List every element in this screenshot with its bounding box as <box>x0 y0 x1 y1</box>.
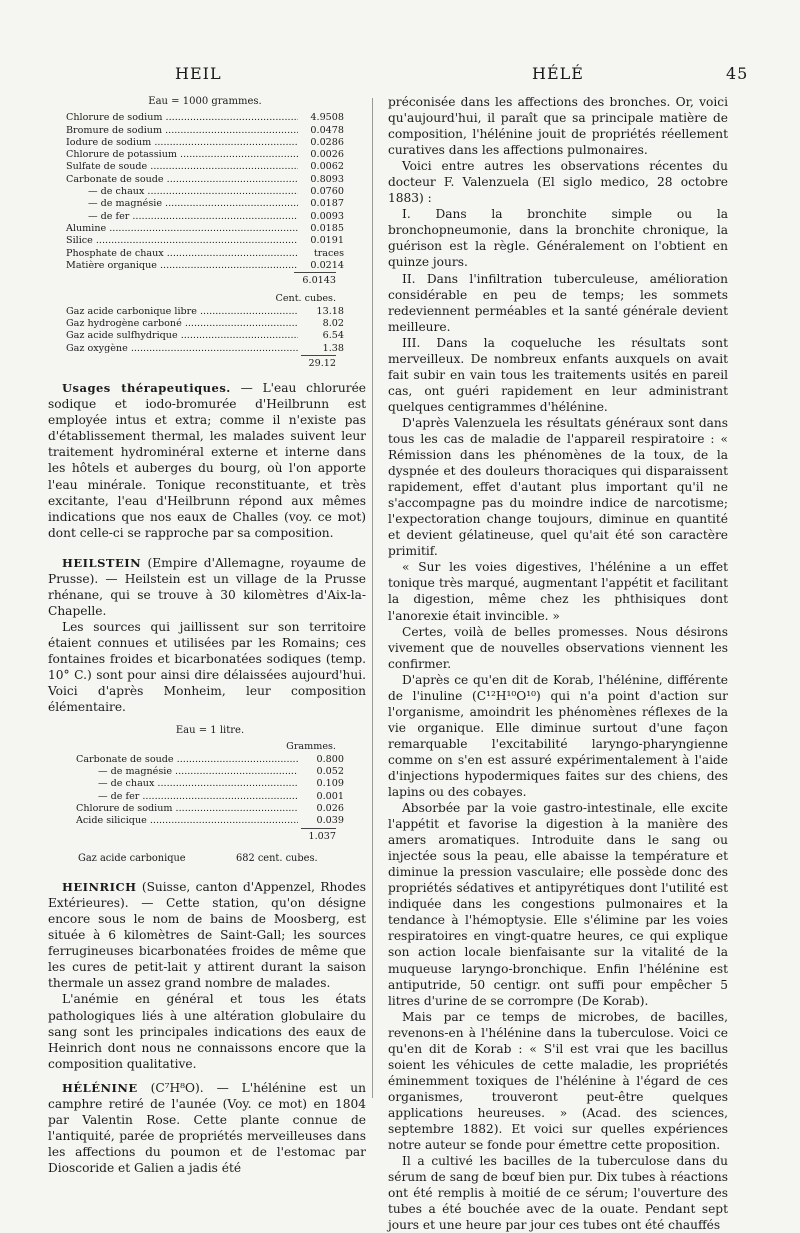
row-label: Carbonate de soude ..... <box>66 174 298 186</box>
table-row <box>66 161 344 173</box>
heinrich-paragraph: HEINRICH (Suisse, canton d'Appenzel, Rhodes Extérieures). — Cette station, qu'on désigne encore sous le nom de bains de Moosberg, est située à 6 kilomètres de Saint-Gall; les sources ferrugineuses bicarbonatées froides de même que les cures de petit-lait y attirent durant la saison thermale un assez grand nombre de malades. <box>48 880 366 991</box>
table-row <box>66 235 344 247</box>
row-value: 6.54 <box>322 330 344 342</box>
gas-unit-header: Cent. cubes. <box>275 293 336 305</box>
heinrich-indications-paragraph: L'anémie en général et tous les états pathologiques liés à une altération globulaire du sang sont les principales indications des eaux de Heinrich dont nous ne connaissons encore que la composition qualitative. <box>48 992 366 1071</box>
right-paragraph: « Sur les voies digestives, l'hélénine a un effet tonique très marqué, augmentant l'appétit et facilitant la digestion, même chez les phthisiques dont l'anorexie était invincible. » <box>388 560 728 623</box>
helenine-paragraph: HÉLÉNINE (C⁷H⁸O). — L'hélénine est un camphre retiré de l'aunée (Voy. ce mot) en 1804 par Valentin Rose. Cette plante connue de l'antiquité, parée de propriétés merveilleuses dans les affections du poumon et de l'estomac par Dioscoride et Galien a jadis été <box>48 1080 366 1175</box>
table-caption: Eau = 1000 grammes. <box>148 96 262 107</box>
row-label: Acide silicique ..... <box>76 815 298 827</box>
table-row <box>66 174 344 186</box>
table-caption: Eau = 1 litre. <box>175 725 245 737</box>
row-label: Gaz acide carbonique libre ..... <box>66 306 298 318</box>
right-paragraph: III. Dans la coqueluche les résultats sont merveilleux. De nombreux enfants auxquels on avait fait subir en vain tous les traitements usités en pareil cas, ont guéri rapidement en leur administrant quelques centigrammes d'hélénine. <box>388 335 728 414</box>
row-label: Gaz acide sulfhydrique ..... <box>66 330 298 342</box>
heilstein-gas-note: Gaz acide carbonique 682 cent. cubes. <box>78 852 318 864</box>
right-paragraph: Mais par ce temps de microbes, de bacilles, revenons-en à l'hélénine dans la tuberculose. Voici ce qu'en dit de Korab : « S'il est vrai que les bacillus soient les véhicules de cette maladie, les propriétés éminemment toxiques de l'hélénine à l'égard de ces organismes, trouveront peut-être quelques applications heureuses. » (Acad. des sciences, septembre 1882). Et voici sur quelles expériences notre auteur se fonde pour émettre cette proposition. <box>388 1009 728 1153</box>
row-value: 0.0187 <box>310 198 344 210</box>
table-row <box>76 803 344 815</box>
row-label: Phosphate de chaux ..... <box>66 248 298 260</box>
row-value: 1.38 <box>322 342 344 354</box>
table-row <box>76 778 344 790</box>
row-label: Iodure de sodium ..... <box>66 137 298 149</box>
row-label: — de magnésie ..... <box>66 198 298 210</box>
row-value: 0.0185 <box>310 222 344 234</box>
table-row <box>66 260 344 272</box>
right-paragraph: Absorbée par la voie gastro-intestinale, elle excite l'appétit et favorise la digestion à la manière des amers aromatiques. Introduite dans le sang ou injectée sous la peau, elle abaisse la température et diminue la pression vasculaire; elle possède donc des propriétés sédatives et antipyrétiques dont l'utilité est indiquée dans les congestions pulmonaires et la tendance à l'hémoptysie. Elle s'élimine par les voies respiratoires en vingt-quatre heures, ce qui explique son action locale bienfaisante sur la vitalité de la muqueuse laryngo-bronchique. Enfin l'hélénine est antiputride, 50 centigr. ont suffi pour empêcher 5 litres d'urine de se corrompre (De Korab). <box>388 801 728 1008</box>
running-head-left: HEIL <box>175 64 222 83</box>
row-value: 0.039 <box>316 815 344 827</box>
table-row <box>66 198 344 210</box>
row-value: 0.800 <box>316 753 344 765</box>
row-label: — de fer ..... <box>66 211 298 223</box>
table-row <box>66 211 344 223</box>
running-head-middle: HÉLÉ <box>532 64 584 83</box>
row-label: Silice ..... <box>66 235 298 247</box>
table-row <box>76 815 344 827</box>
row-label: Chlorure de sodium ..... <box>66 112 298 124</box>
table-row <box>66 330 344 342</box>
right-paragraph: II. Dans l'infiltration tuberculeuse, amélioration considérable en peu de temps; les sommets redeviennent perméables et la santé générale devient meilleure. <box>388 271 728 334</box>
table-row <box>66 343 344 355</box>
gas-total: 29.12 <box>66 355 344 372</box>
row-value: 0.8093 <box>310 173 344 185</box>
row-value: 13.18 <box>316 305 344 317</box>
usages-heading: Usages thérapeutiques. <box>62 381 231 396</box>
table-row <box>66 112 344 124</box>
table-row <box>76 766 344 778</box>
heinrich-headword: HEINRICH <box>62 880 137 895</box>
usages-paragraph: Usages thérapeutiques. — L'eau chlorurée sodique et iodo-bromurée d'Heilbrunn est employée intus et extra; comme il n'existe pas d'établissement thermal, les malades suivent leur traitement hydrominéral externe et interne dans les hôtels et auberges du bourg, où l'on apporte l'eau minérale. Tonique reconstituante, et très excitante, l'eau d'Heilbrunn répond aux mêmes indications que nos eaux de Challes (voy. ce mot) dont celle-ci se rapproche par sa composition. <box>48 381 366 540</box>
right-paragraph: I. Dans la bronchite simple ou la bronchopneumonie, dans la bronchite chronique, la guérison est la règle. Généralement on l'obtient en quinze jours. <box>388 207 728 270</box>
helenine-headword: HÉLÉNINE <box>62 1080 138 1095</box>
right-paragraph: Voici entre autres les observations récentes du docteur F. Valenzuela (El siglo medico, 28 octobre 1883) : <box>388 159 728 206</box>
table-row <box>66 137 344 149</box>
row-value: 0.0191 <box>310 235 344 247</box>
table-row <box>66 318 344 330</box>
row-value: 0.0478 <box>310 124 344 136</box>
row-value: traces <box>313 247 344 259</box>
row-value: 0.0093 <box>310 210 344 222</box>
heilbrunn-composition-table <box>48 96 366 372</box>
row-label: — de chaux ..... <box>66 186 298 198</box>
table-row <box>66 223 344 235</box>
table-row <box>76 791 344 803</box>
right-paragraph: D'après ce qu'en dit de Korab, l'hélénine, différente de l'inuline (C¹²H¹⁰O¹⁰) qui n'a point d'action sur l'organisme, amoindrit les phénomènes réflexes de la vie organique. Elle diminue surtout d'une façon remarquable l'excitabilité laryngo-pharyngienne comme on s'en est assuré expérimentalement à l'aide d'injections hypodermiques faites sur des chiens, des lapins ou des cobayes. <box>388 672 728 800</box>
right-paragraph: préconisée dans les affections des bronches. Or, voici qu'aujourd'hui, il paraît que sa principale matière de composition, l'hélénine jouit de propriétés réellement curatives dans les affections pulmonaires. <box>388 95 728 158</box>
page-number: 45 <box>726 64 749 83</box>
table-row <box>66 248 344 260</box>
row-label: Carbonate de soude ..... <box>76 754 298 766</box>
row-label: Chlorure de sodium ..... <box>76 803 298 815</box>
row-label: — de fer ..... <box>76 791 298 803</box>
heilstein-composition-table <box>48 725 366 845</box>
table-row <box>76 754 344 766</box>
row-label: Matière organique ..... <box>66 260 298 272</box>
row-value: 4.9508 <box>310 112 344 124</box>
heilstein-sources-paragraph: Les sources qui jaillissent sur son territoire étaient connues et utilisées par les Romains; ces fontaines froides et bicarbonatées sodiques (temp. 10° C.) sont pour ainsi dire délaissées aujourd'hui. Voici d'après Monheim, leur composition élémentaire. <box>48 619 366 715</box>
table-row <box>66 125 344 137</box>
row-value: 0.109 <box>316 778 344 790</box>
row-value: 0.0286 <box>310 136 344 148</box>
row-value: 0.0214 <box>310 259 344 271</box>
row-value: 0.0062 <box>310 161 344 173</box>
row-label: Gaz hydrogène carboné ..... <box>66 318 298 330</box>
left-column <box>48 94 366 1176</box>
row-label: Chlorure de potassium ..... <box>66 149 298 161</box>
row-value: 0.0026 <box>310 149 344 161</box>
row-value: 0.026 <box>316 802 344 814</box>
table-row <box>66 186 344 198</box>
row-value: 0.0760 <box>310 186 344 198</box>
table-row <box>66 149 344 161</box>
unit-header: Grammes. <box>286 741 336 753</box>
right-paragraph: Il a cultivé les bacilles de la tuberculose dans du sérum de sang de bœuf bien pur. Dix tubes à réactions ont été remplis à moitié de ce sérum; l'ouverture des tubes a été bouchée avec de la ouate. Pendant sept jours et une heure par jour ces tubes ont été chauffés <box>388 1154 728 1233</box>
row-label: Bromure de sodium ..... <box>66 125 298 137</box>
table-total: 6.0143 <box>66 272 344 289</box>
right-paragraph: D'après Valenzuela les résultats généraux sont dans tous les cas de maladie de l'appareil respiratoire : « Rémission dans les phénomènes de la toux, de la dyspnée et des douleurs thoraciques qui disparaissent rapidement, effet d'autant plus important qu'il ne s'accompagne pas du moindre indice de narcotisme; l'expectoration change toujours, diminue en quantité et devient gélatineuse, quel qu'ait été son caractère primitif. <box>388 415 728 559</box>
row-label: Sulfate de soude ..... <box>66 161 298 173</box>
row-value: 8.02 <box>322 318 344 330</box>
column-divider <box>372 98 373 1098</box>
table-total: 1.037 <box>76 828 344 845</box>
row-value: 0.052 <box>316 766 344 778</box>
right-paragraph: Certes, voilà de belles promesses. Nous désirons vivement que de nouvelles observations viennent les confirmer. <box>388 624 728 671</box>
heilstein-paragraph: HEILSTEIN (Empire d'Allemagne, royaume de Prusse). — Heilstein est un village de la Prusse rhénane, qui se trouve à 30 kilomètres d'Aix-la-Chapelle. <box>48 555 366 618</box>
row-label: Gaz oxygène ..... <box>66 343 298 355</box>
row-label: — de magnésie ..... <box>76 766 298 778</box>
row-value: 0.001 <box>316 790 344 802</box>
heilstein-headword: HEILSTEIN <box>62 555 142 570</box>
table-row <box>66 306 344 318</box>
right-column <box>388 94 728 1233</box>
row-label: Alumine ..... <box>66 223 298 235</box>
row-label: — de chaux ..... <box>76 778 298 790</box>
